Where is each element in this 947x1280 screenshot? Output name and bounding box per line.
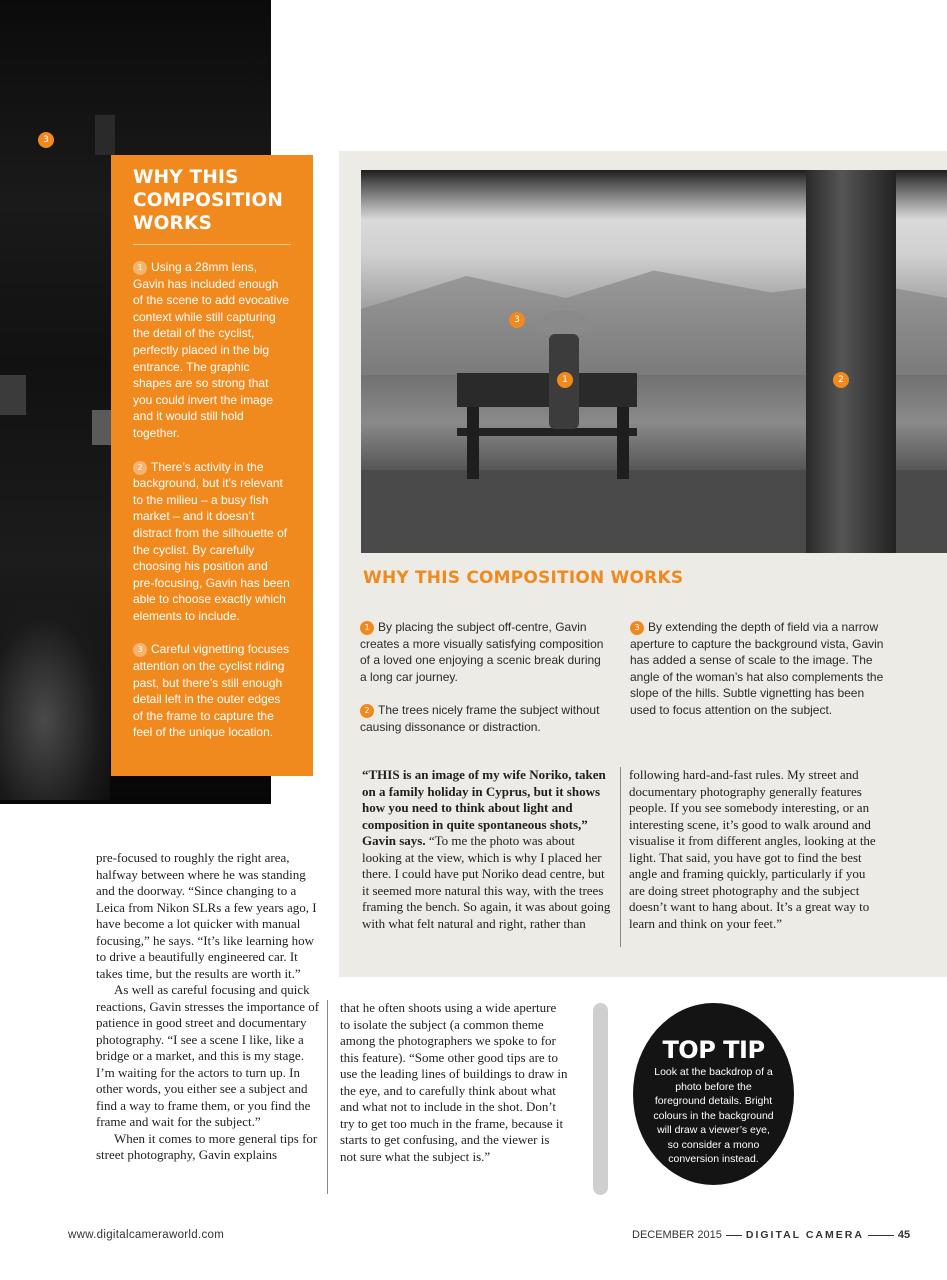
point-number-badge: 3	[133, 643, 147, 657]
photo-marker-3: 3	[509, 312, 525, 328]
grey-panel-continuation	[629, 767, 879, 932]
body-column-1	[96, 850, 322, 1164]
body-paragraph: When it comes to more general tips for street photography, Gavin explains	[96, 1130, 318, 1162]
point-text: Using a 28mm lens, Gavin has included enough of the scene to add evocative context while still capturing the detail of the cyclist, perfectly placed in the big entrance. The graphic shapes are so strong that you could invert the image and it would still hold together.	[133, 260, 290, 440]
point-text: There’s activity in the background, but it’s relevant to the milieu – a busy fish market – and it doesn’t distract from the silhouette of the cyclist. By carefully choosing his position and pre-focusing, Gavin has been able to choose exactly which elements to include.	[133, 459, 290, 623]
footer-magazine: DIGITAL CAMERA	[745, 1229, 864, 1241]
orange-box-point	[133, 459, 291, 625]
footer-dash	[868, 1235, 894, 1236]
point-text: The trees nicely frame the subject without causing dissonance or distraction.	[360, 703, 600, 734]
point-text: Careful vignetting focuses attention on the cyclist riding past, but there’s still enough detail left in the outer edges of the frame to capture the feel of the unique location.	[133, 642, 290, 740]
point-number-badge: 1	[133, 261, 147, 275]
photo-marker-1: 1	[557, 372, 573, 388]
photo-sign-detail	[0, 375, 26, 415]
photo-marker-2: 2	[833, 372, 849, 388]
lede-rest: “To me the photo was about looking at the view, which is why I placed her there. I could have put Noriko dead centre, but it seemed more natural this way, with the trees framing the bench. So again, it was about going with what felt natural and right, rather than	[362, 833, 611, 931]
composition-box-orange	[111, 155, 313, 776]
top-tip-text: Look at the backdrop of a photo before the foreground details. Bright colours in the background will draw a viewer’s eye, so consider a mono conversion instead.	[653, 1066, 774, 1165]
footer-date: DECEMBER 2015	[632, 1229, 722, 1241]
point-number-badge: 3	[630, 621, 644, 635]
point-text: By placing the subject off-centre, Gavin creates a more visually satisfying composition of a loved one enjoying a scenic break during a long car journey.	[360, 620, 604, 684]
photo-sign-detail	[92, 410, 112, 445]
footer-dash	[726, 1235, 742, 1236]
point-number-badge: 2	[133, 461, 147, 475]
photo-marker-3: 3	[38, 132, 54, 148]
grey-point	[360, 619, 610, 685]
photo-tree-trunk	[806, 170, 896, 553]
column-divider	[620, 767, 621, 947]
column-divider	[327, 1000, 328, 1194]
footer-url: www.digitalcameraworld.com	[68, 1229, 225, 1241]
footer-folio	[632, 1229, 910, 1241]
lede-bold: “THIS is an image of my wife Noriko, taken on a family holiday in Cyprus, but it shows how you need to think about light and composition in quite spontaneous shots,” Gavin says.	[362, 767, 606, 848]
orange-box-point	[133, 259, 291, 442]
bench-photo	[361, 170, 947, 553]
point-number-badge: 2	[360, 704, 374, 718]
orange-box-title: WHY THIS COMPOSITION WORKS	[133, 167, 284, 234]
grey-point	[630, 619, 884, 719]
photo-street-glow	[0, 600, 110, 800]
orange-box-divider	[133, 244, 291, 245]
continuation-text: following hard-and-fast rules. My street and documentary photography generally features people. If you see somebody interesting, or an interesting scene, it’s good to walk around and visualise it from different angles, looking at the light. That said, you have got to find the best angle and framing quickly, particularly if you are doing street photography and the subject doesn’t want to hang about. It’s a great way to learn and think on your feet.”	[629, 767, 876, 931]
top-tip-circle	[633, 1003, 794, 1185]
decorative-pill	[593, 1003, 608, 1195]
body-column-2	[340, 1000, 568, 1165]
orange-box-point	[133, 641, 291, 741]
top-tip-title: TOP TIP	[662, 1036, 765, 1064]
grey-point	[360, 702, 610, 735]
page-number: 45	[897, 1229, 911, 1241]
body-paragraph: that he often shoots using a wide aperture to isolate the subject (a common theme among the photographers we spoke to for this feature). “Some other good tips are to use the leading lines of buildings to draw in the eye, and to carefully think about what and what not to include in the shot. Don’t try to get too much in the frame, because it starts to get confusing, and the viewer is not sure what the subject is.”	[340, 1000, 568, 1164]
grey-panel-lede	[362, 767, 612, 932]
grey-panel-title: WHY THIS COMPOSITION WORKS	[363, 568, 684, 588]
photo-doorway-detail	[95, 115, 115, 155]
point-number-badge: 1	[360, 621, 374, 635]
point-text: By extending the depth of field via a narrow aperture to capture the background vista, Gavin has added a sense of scale to the image. The angle of the woman’s hat also complements the slope of the hills. Subtle vignetting has been used to focus attention on the subject.	[630, 620, 884, 717]
grey-panel-points-right	[630, 619, 884, 736]
grey-panel-points-left	[360, 619, 610, 753]
body-paragraph: As well as careful focusing and quick reactions, Gavin stresses the importance of patience in good street and documentary photography. “I see a scene I like, like a bridge or a market, and this is my stage. I’m waiting for the actors to turn up. In other words, you either see a subject and find a way to frame them, or you find the frame and wait for the subject.”	[96, 982, 320, 1129]
body-paragraph: pre-focused to roughly the right area, halfway between where he was standing and the doorway. “Since changing to a Leica from Nikon SLRs a few years ago, I have become a lot quicker with manual focusing,” he says. “It’s like learning how to drive a beautifully engineered car. It takes time, but the results are worth it.”	[96, 850, 317, 981]
